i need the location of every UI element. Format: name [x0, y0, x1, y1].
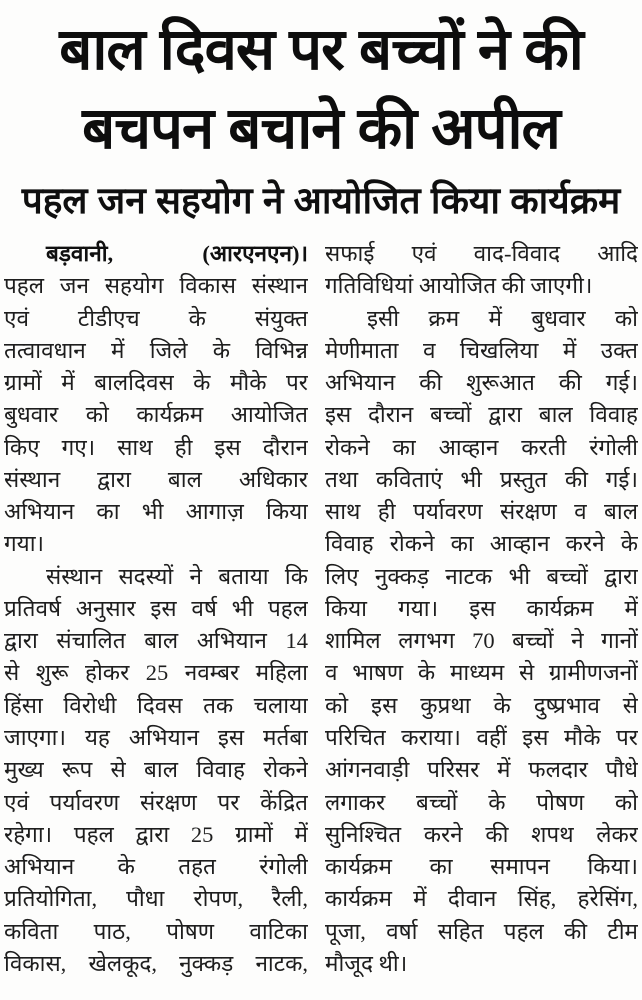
body-line: मुख्य रूप से बाल विवाह रोकने — [4, 757, 308, 783]
body-line: एवं पर्यावरण संरक्षण पर केंद्रित — [4, 789, 308, 815]
body-line: आंगनवाड़ी परिसर में फलदार पौधे — [325, 757, 638, 783]
body-line: व भाषण के माध्यम से ग्रामीणजनों — [325, 660, 638, 686]
body-line: गया। — [4, 531, 45, 557]
body-line: सफाई एवं वाद-विवाद आदि — [325, 241, 638, 266]
column-left — [4, 238, 308, 980]
body-line: लिए नुक्कड़ नाटक भी बच्चों द्वारा — [325, 563, 638, 589]
body-line: किए गए। साथ ही इस दौरान — [4, 434, 308, 460]
body-line: सुनिश्चित करने की शपथ लेकर — [325, 821, 638, 847]
body-line: अभियान के तहत रंगोली — [4, 854, 308, 880]
body-line: रोकने का आव्हान करती रंगोली — [325, 434, 638, 460]
body-line: को इस कुप्रथा के दुष्प्रभाव से — [325, 692, 638, 718]
body-line: किया गया। इस कार्यक्रम में — [325, 595, 638, 621]
body-line: विकास, खेलकूद, नुक्कड़ नाटक, — [4, 950, 308, 976]
body-line: विवाह रोकने का आव्हान करने के — [325, 531, 638, 557]
headline — [4, 10, 638, 168]
body-line: पहल जन सहयोग विकास संस्थान — [4, 273, 308, 299]
body-line: मौजूद थी। — [325, 950, 408, 976]
body-line: बुधवार को कार्यक्रम आयोजित — [4, 402, 308, 428]
body-line: से शुरू होकर 25 नवम्बर महिला — [4, 660, 308, 686]
body-line: प्रतिवर्ष अनुसार इस वर्ष भी पहल — [4, 595, 308, 621]
body-line: संस्थान द्वारा बाल अधिकार — [4, 466, 308, 492]
body-line: लगाकर बच्चों के पोषण को — [325, 789, 638, 815]
body-line: गतिविधियां आयोजित की जाएगी। — [325, 273, 593, 299]
body-line: बड़वानी, (आरएनएन)। — [46, 241, 308, 266]
body-line: मेणीमाता व चिखलिया में उक्त — [325, 337, 638, 363]
body-line: कविता पाठ, पोषण वाटिका — [4, 918, 308, 944]
body-line: अभियान की शुरूआत की गई। — [325, 370, 638, 396]
body-line: तथा कविताएं भी प्रस्तुत की गई। — [325, 466, 638, 492]
body-line: शामिल लगभग 70 बच्चों ने गानों — [325, 628, 638, 654]
subheadline: पहल जन सहयोग ने आयोजित किया कार्यक्रम — [21, 180, 621, 221]
body-line: कार्यक्रम में दीवान सिंह, हरेसिंग, — [325, 886, 638, 912]
body-line: ग्रामों में बालदिवस के मौके पर — [4, 370, 308, 396]
body-line: संस्थान सदस्यों ने बताया कि — [46, 563, 308, 589]
body-line: इसी क्रम में बुधवार को — [367, 305, 638, 331]
body-line: पूजा, वर्षा सहित पहल की टीम — [325, 918, 638, 944]
headline-line-2: बचपन बचाने की अपील — [82, 96, 560, 161]
article-body — [4, 238, 638, 980]
column-right — [325, 238, 638, 980]
body-line: परिचित कराया। वहीं इस मौके पर — [325, 724, 638, 750]
body-line: साथ ही पर्यावरण संरक्षण व बाल — [325, 499, 638, 525]
body-line: रहेगा। पहल द्वारा 25 ग्रामों में — [4, 821, 308, 847]
body-line: द्वारा संचालित बाल अभियान 14 — [4, 628, 308, 654]
body-line: एवं टीडीएच के संयुक्त — [4, 305, 308, 331]
body-line: प्रतियोगिता, पौधा रोपण, रैली, — [4, 886, 308, 912]
headline-line-1: बाल दिवस पर बच्चों ने की — [59, 17, 583, 82]
body-line: कार्यक्रम का समापन किया। — [325, 854, 638, 880]
body-line: जाएगा। यह अभियान इस मर्तबा — [4, 724, 308, 750]
body-line: हिंसा विरोधी दिवस तक चलाया — [4, 692, 308, 718]
body-line: तत्वावधान में जिले के विभिन्न — [4, 337, 308, 363]
body-line: इस दौरान बच्चों द्वारा बाल विवाह — [325, 402, 638, 428]
body-line: अभियान का भी आगाज़ किया — [4, 499, 308, 525]
